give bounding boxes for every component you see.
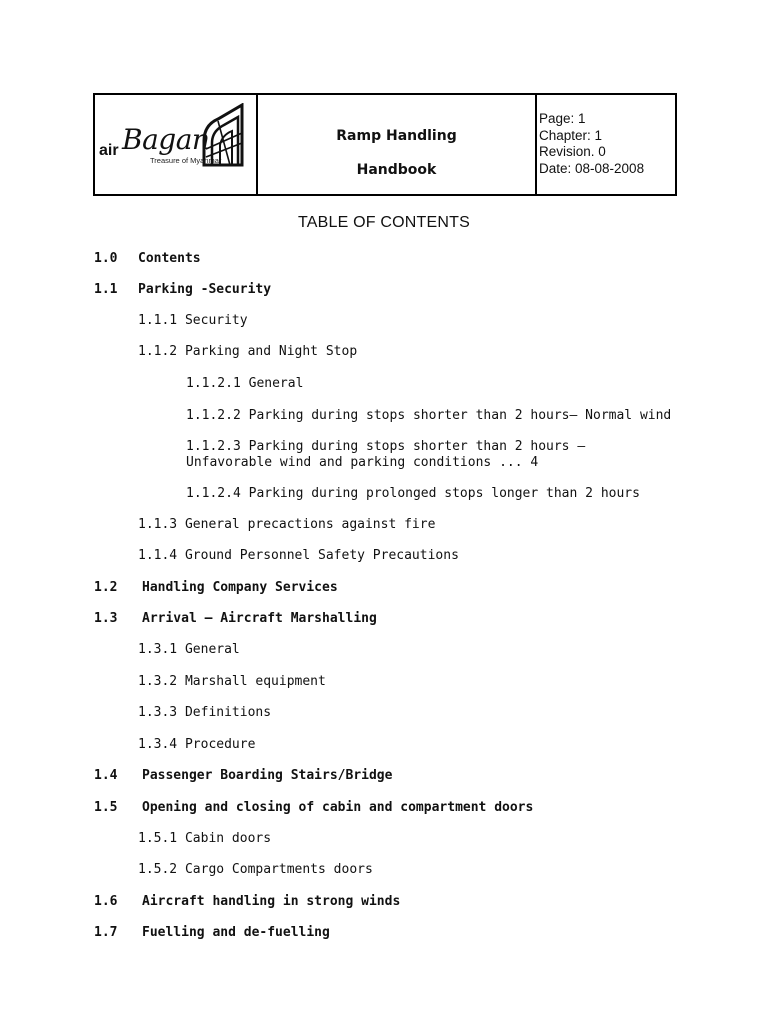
toc-entry-1-2[interactable] (94, 580, 338, 596)
toc-entry-number: 1.2 (94, 580, 118, 595)
toc-entry-1-1-2-2[interactable]: 1.1.2.2 Parking during stops shorter than 2 hours– Normal wind (186, 408, 672, 423)
toc-entry-text: Opening and closing of cabin and compartment doors (142, 800, 534, 815)
toc-entry-1-5[interactable] (94, 800, 534, 816)
toc-entry-number: 1.6 (94, 894, 118, 909)
toc-entry-text: Contents (138, 251, 201, 266)
toc-entry-number: 1.5 (94, 800, 118, 815)
toc-entry-number: 1.1 (94, 282, 118, 297)
logo-tagline: Treasure of Myanmar (150, 156, 222, 165)
toc-entry-text: Parking -Security (138, 282, 272, 297)
page-number: Page: 1 (539, 111, 586, 126)
toc-entry-number: 1.4 (94, 768, 118, 783)
toc-entry-1-3[interactable] (94, 611, 377, 627)
toc-entry-number: 1.7 (94, 925, 118, 940)
toc-entry-text: Handling Company Services (142, 580, 338, 595)
toc-entry-1-3-1[interactable]: 1.3.1 General (138, 642, 240, 657)
toc-entry-1-3-4[interactable]: 1.3.4 Procedure (138, 737, 256, 752)
pagoda-logo-icon (198, 103, 248, 167)
toc-entry-1-6[interactable] (94, 894, 401, 910)
toc-entry-1-5-1[interactable]: 1.5.1 Cabin doors (138, 831, 272, 846)
toc-entry-1-5-2[interactable]: 1.5.2 Cargo Compartments doors (138, 862, 373, 877)
toc-entry-number: 1.0 (94, 251, 118, 266)
toc-entry-text: Fuelling and de-fuelling (142, 925, 330, 940)
toc-entry-1-7[interactable] (94, 925, 330, 941)
revision-number: Revision. 0 (539, 144, 606, 159)
toc-entry-number: 1.3 (94, 611, 118, 626)
toc-title: TABLE OF CONTENTS (297, 214, 470, 231)
logo-cell (95, 95, 258, 194)
toc-entry-1-1-2[interactable]: 1.1.2 Parking and Night Stop (138, 344, 358, 359)
toc-entry-1-1[interactable] (94, 282, 272, 298)
toc-entry-1-1-3[interactable]: 1.1.3 General precactions against fire (138, 517, 436, 532)
chapter-number: Chapter: 1 (539, 127, 603, 143)
logo-brand-prefix: air (99, 142, 119, 159)
document-header (93, 93, 677, 196)
document-title-line-2: Handbook (356, 162, 437, 178)
meta-cell (537, 95, 675, 194)
toc-entry-1-3-3[interactable]: 1.3.3 Definitions (138, 705, 272, 720)
toc-entry-1-1-1[interactable]: 1.1.1 Security (138, 313, 248, 328)
toc-entry-1-1-2-3[interactable]: 1.1.2.3 Parking during stops shorter than 2 hours – Unfavorable wind and parking conditions ... 4 (186, 439, 586, 470)
toc-entry-text: Passenger Boarding Stairs/Bridge (142, 768, 393, 783)
document-title-line-1: Ramp Handling (336, 128, 457, 144)
toc-entry-text: Aircraft handling in strong winds (142, 894, 401, 909)
toc-entry-1-0[interactable] (94, 251, 201, 267)
revision-date: Date: 08-08-2008 (539, 160, 645, 176)
toc-entry-1-4[interactable] (94, 768, 393, 784)
title-cell (258, 95, 537, 194)
toc-entry-1-1-2-4[interactable]: 1.1.2.4 Parking during prolonged stops longer than 2 hours (186, 486, 640, 501)
toc-entry-1-1-4[interactable]: 1.1.4 Ground Personnel Safety Precautions (138, 548, 459, 563)
toc-entry-1-3-2[interactable]: 1.3.2 Marshall equipment (138, 674, 326, 689)
toc-entry-1-1-2-1[interactable]: 1.1.2.1 General (186, 376, 304, 391)
logo-brand-name: Bagan (122, 123, 210, 156)
toc-entry-text: Arrival – Aircraft Marshalling (142, 611, 377, 626)
